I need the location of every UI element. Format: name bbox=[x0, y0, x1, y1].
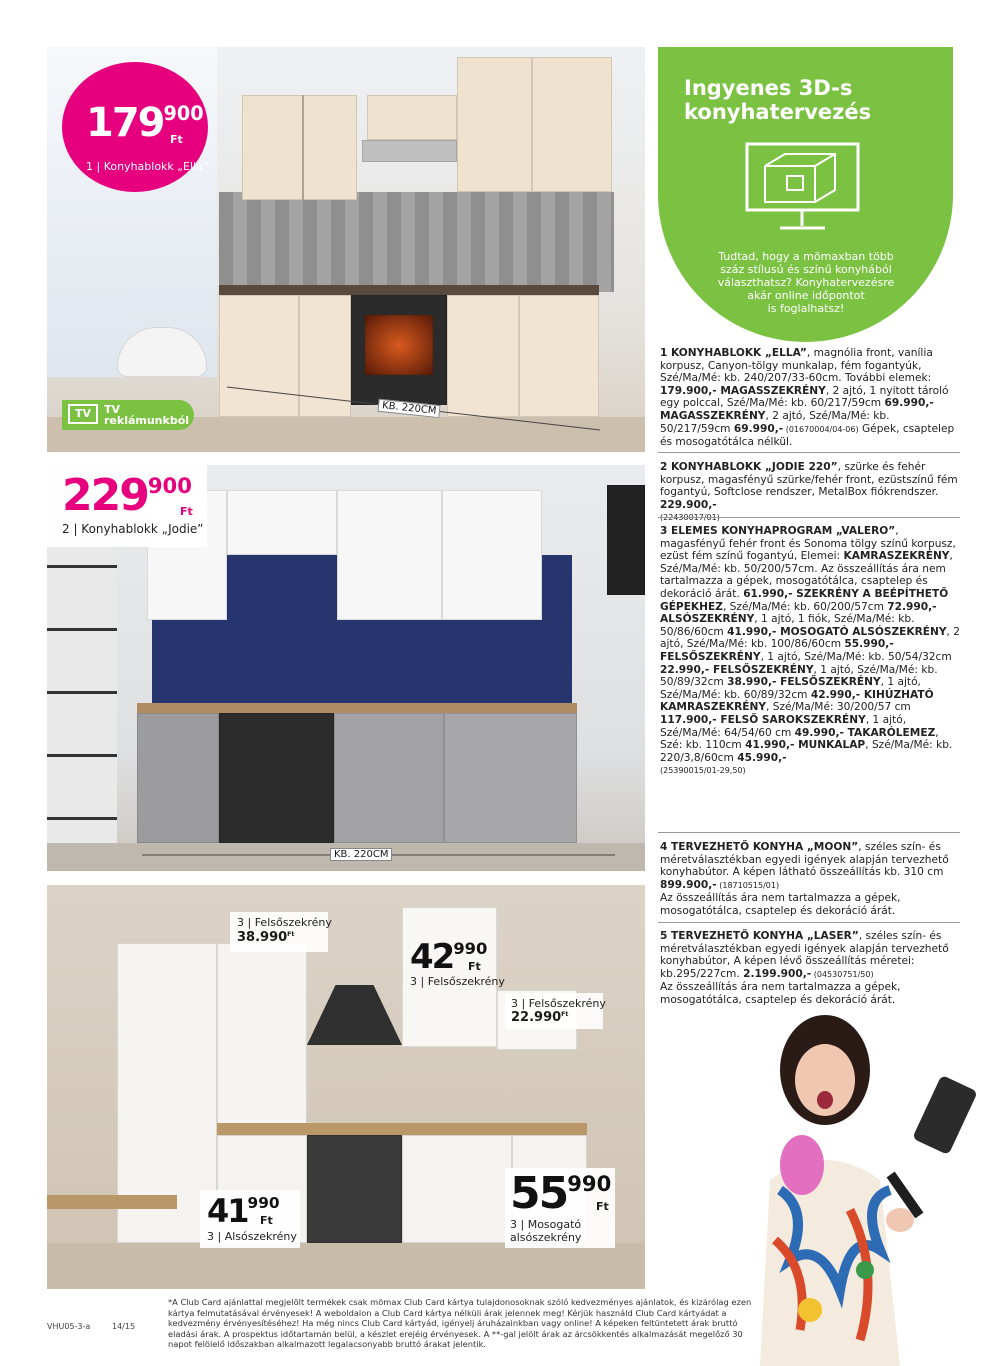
tag-felso-a-price-value: 38.990 bbox=[237, 930, 288, 945]
price-felso-b-sup: 990 bbox=[453, 938, 488, 958]
desc3-b8: 42.990,- KIHÚZHATÓ KAMRASZEKRÉNY bbox=[660, 688, 934, 714]
desc3-b12: 45.990,- bbox=[737, 751, 787, 764]
tag-felso-a-price bbox=[237, 930, 294, 945]
desc3-t3: , Szé/Ma/Mé: kb. 60/200/57cm bbox=[722, 600, 888, 613]
desc3-b7: 38.990,- FELSŐSZEKRÉNY bbox=[727, 676, 881, 689]
caption-ella: 1 | Konyhablokk „Ella” bbox=[86, 160, 209, 173]
price-also-d-main: 41 bbox=[207, 1192, 248, 1230]
desc3-b5: 55.990,- FELSŐSZEKRÉNY bbox=[660, 638, 894, 663]
desc3-b9: 117.900,- FELSŐ SAROKSZEKRÉNY bbox=[660, 713, 866, 726]
price-also-d-sup: 990 bbox=[247, 1193, 280, 1212]
desc1-t3: , 2 ajtó, Szé/Ma/Mé: kb. 50/217/59cm bbox=[660, 409, 890, 435]
divider-3 bbox=[658, 832, 960, 833]
desc3-b4: 41.990,- MOSOGATÓ ALSÓSZEKRÉNY bbox=[727, 625, 947, 638]
price-jodie bbox=[62, 470, 192, 521]
price-mosogato-e-main: 55 bbox=[510, 1168, 568, 1219]
footer-pages: 14/15 bbox=[112, 1322, 136, 1331]
price-also-d-currency: Ft bbox=[260, 1214, 273, 1227]
desc3-t1: , magasfényű fehér front és Sonoma tölgy színű korpusz, ezüst fém színű fogantyú, Elemei: bbox=[660, 525, 956, 563]
measure-label-ella: KB. 220CM bbox=[377, 399, 441, 418]
description-4 bbox=[660, 841, 960, 918]
tag-felso-c-price bbox=[511, 1010, 568, 1025]
desc3-t5: , 2 ajtó, Szé/Ma/Mé: kb. 100/86/60cm bbox=[660, 625, 961, 651]
price-jodie-main: 229 bbox=[62, 470, 148, 521]
desc1-code: (01670004/04-06) bbox=[783, 424, 859, 434]
desc3-t9: , Szé/Ma/Mé: 30/200/57 cm bbox=[766, 701, 911, 714]
desc3-b2: 61.990,- SZEKRÉNY A BEÉPÍTHETŐ GÉPEKHEZ bbox=[660, 587, 949, 613]
desc3-t6: , 1 ajtó, Szé/Ma/Mé: kb. 50/54/32cm bbox=[760, 650, 952, 663]
desc4-price: 899.900,- bbox=[660, 878, 717, 891]
desc3-b10: 49.990,- TAKARÓLEMEZ bbox=[794, 726, 936, 739]
desc5-t1: , széles szín- és méretválasztékban egyedi igények alapján tervezhető konyhabútor, A képen lévő összeállítás méretei: kb.295/227cm. bbox=[660, 930, 949, 980]
description-5 bbox=[660, 930, 960, 1007]
desc4-code: (18710515/01) bbox=[716, 880, 780, 890]
price-ella-sup: 900 bbox=[163, 102, 204, 126]
desc5-code: (04530751/50) bbox=[811, 969, 874, 979]
caption-jodie: 2 | Konyhablokk „Jodie” bbox=[62, 522, 204, 536]
desc5-price: 2.199.900,- bbox=[743, 967, 812, 980]
desc3-b1: KAMRASZEKRÉNY bbox=[843, 550, 950, 563]
desc3-t8: , 1 ajtó, Szé/Ma/Mé: kb. 60/89/32cm bbox=[660, 676, 921, 701]
price-felso-b-label: 3 | Felsőszekrény bbox=[410, 975, 505, 988]
divider-1 bbox=[658, 452, 960, 453]
desc3-t10: , 1 ajtó, Szé/Ma/Mé: 64/54/60 cm bbox=[660, 713, 907, 739]
desc2-title: 2 KONYHABLOKK „JODIE 220” bbox=[660, 461, 838, 473]
tag-felso-c-price-sup: Ft bbox=[561, 1010, 569, 1018]
desc3-t7: , 1 ajtó, Szé/Ma/Mé: kb. 50/89/32cm bbox=[660, 663, 938, 689]
description-2 bbox=[660, 461, 960, 525]
divider-4 bbox=[658, 922, 960, 923]
desc1-p2: 69.990,- MAGASSZEKRÉNY bbox=[660, 397, 934, 422]
price-felso-b-currency: Ft bbox=[468, 960, 481, 973]
price-felso-b-main: 42 bbox=[410, 937, 454, 977]
woman-with-spatula-image bbox=[750, 1010, 990, 1366]
price-jodie-currency: Ft bbox=[180, 505, 193, 518]
price-ella-main: 179 bbox=[86, 100, 164, 146]
desc1-text: , magnólia front, vanília korpusz, Canyon-tölgy munkalap, fém fogantyúk, Szé/Ma/Mé: kb. 240/207/33-60cm. További elemek: bbox=[660, 347, 933, 385]
desc3-b11: 41.990,- MUNKALAP bbox=[745, 739, 866, 752]
tag-felso-c-label: 3 | Felsőszekrény bbox=[511, 997, 606, 1010]
tv-text: TV reklámunkból bbox=[104, 403, 190, 427]
tag-felso-c-price-value: 22.990 bbox=[511, 1010, 562, 1025]
desc1-t4: Gépek, csaptelep és mosogatótálca nélkül. bbox=[660, 422, 955, 449]
monitor-3d-icon bbox=[745, 142, 860, 237]
price-mosogato-e-label: 3 | Mosogató alsószekrény bbox=[510, 1218, 582, 1244]
desc1-p3: 69.990,- bbox=[733, 422, 784, 435]
desc2-price: 229.900,- bbox=[660, 498, 717, 511]
price-mosogato-e-sup: 990 bbox=[567, 1170, 612, 1196]
price-mosogato-e-currency: Ft bbox=[596, 1200, 609, 1213]
description-3 bbox=[660, 525, 960, 778]
desc1-p1: 179.900,- MAGASSZEKRÉNY bbox=[660, 384, 826, 397]
desc4-title: 4 TERVEZHETŐ KONYHA „MOON” bbox=[660, 841, 859, 853]
tv-badge-label: TV bbox=[74, 407, 92, 420]
price-also-d-label: 3 | Alsószekrény bbox=[207, 1230, 297, 1243]
desc3-t12: , Szé/Ma/Mé: kb. 220/3,8/60cm bbox=[660, 739, 953, 764]
tag-felso-a-label: 3 | Felsőszekrény bbox=[237, 916, 332, 929]
price-jodie-sup: 900 bbox=[147, 472, 192, 498]
footer-disclaimer: *A Club Card ajánlattal megjelölt termékek csak mömax Club Card kártya tulajdonosoknak szóló kedvezményes ajánlatok, és kizárólag ezen kártya felmutatásával érvényesek! A weboldalon a Club Card kártya nélküli árak jelennek meg! Kérjük használd Club Card kártyádat a kedvezmény érvényesítéséhez! Ha még nincs Club Card kártyád, igényelj áruházainkban vagy online! A képeken feltüntetett árak bruttó eladási árak. A prospektus időtartamán belül, a készlet erejéig érvényesek. A **-gal jelölt árak az árcsökkentés alkalmazását megelőző 30 napot felölelő időszakban alkalmazott legalacsonyabb bruttó árakat jelentik. bbox=[168, 1297, 752, 1350]
desc3-code: (25390015/01-29,50) bbox=[660, 766, 746, 776]
description-1 bbox=[660, 347, 960, 449]
price-ella-currency: Ft bbox=[170, 133, 183, 146]
desc5-t2: Az összeállítás ára nem tartalmazza a gépek, mosogatótálca, csaptelep és dekoráció árát. bbox=[660, 981, 901, 1006]
desc3-b6: 22.990,- FELSŐSZEKRÉNY bbox=[660, 663, 814, 676]
desc3-title: 3 ELEMES KONYHAPROGRAM „VALERO” bbox=[660, 525, 896, 537]
desc4-t2: Az összeállítás ára nem tartalmazza a gépek, mosogatótálca, csaptelep és dekoráció árát. bbox=[660, 892, 901, 917]
desc2-text: , szürke és fehér korpusz, magasfényű szürke/fehér front, ezüstszínű fém fogantyú, Softclose rendszer, MetalBox fiókrendszer. bbox=[660, 461, 958, 499]
desc3-t2: , Szé/Ma/Mé: kb. 50/200/57cm. Az összeállítás ára nem tartalmazza a gépek, mosogatótálca, csaptelep és dekoráció árát. bbox=[660, 550, 953, 600]
desc1-t2: , 2 ajtó, 1 nyitott tároló egy polccal, Szé/Ma/Mé: kb. 60/217/59cm bbox=[660, 384, 949, 410]
desc3-t4: , 1 ajtó, 1 fiók, Szé/Ma/Mé: kb. 50/86/60cm bbox=[660, 613, 915, 638]
price-ella bbox=[86, 100, 204, 146]
tag-felso-a-price-sup: Ft bbox=[287, 930, 295, 938]
desc1-title: 1 KONYHABLOKK „ELLA” bbox=[660, 347, 807, 359]
desc5-title: 5 TERVEZHETŐ KONYHA „LASER” bbox=[660, 930, 859, 942]
desc3-t11: , Szé: kb. 110cm bbox=[660, 726, 939, 752]
promo-title: Ingyenes 3D-s konyhatervezés bbox=[684, 76, 872, 124]
tv-icon bbox=[68, 404, 98, 424]
measure-label-jodie: KB. 220CM bbox=[330, 848, 392, 861]
desc4-t1: , széles szín- és méretválasztékban egyedi igények alapján tervezhető konyhabútor. A képen látható összeállítás kb. 310 cm bbox=[660, 841, 949, 879]
footer-code: VHU05-3-a bbox=[47, 1322, 91, 1331]
promo-body: Tudtad, hogy a mömaxban több száz stílusú és színű konyhából választhatsz? Konyhatervezésre akár online időpontot is foglalhatsz! bbox=[717, 250, 895, 315]
desc3-b3: 72.990,- ALSÓSZEKRÉNY bbox=[660, 600, 937, 626]
divider-2 bbox=[658, 517, 960, 518]
